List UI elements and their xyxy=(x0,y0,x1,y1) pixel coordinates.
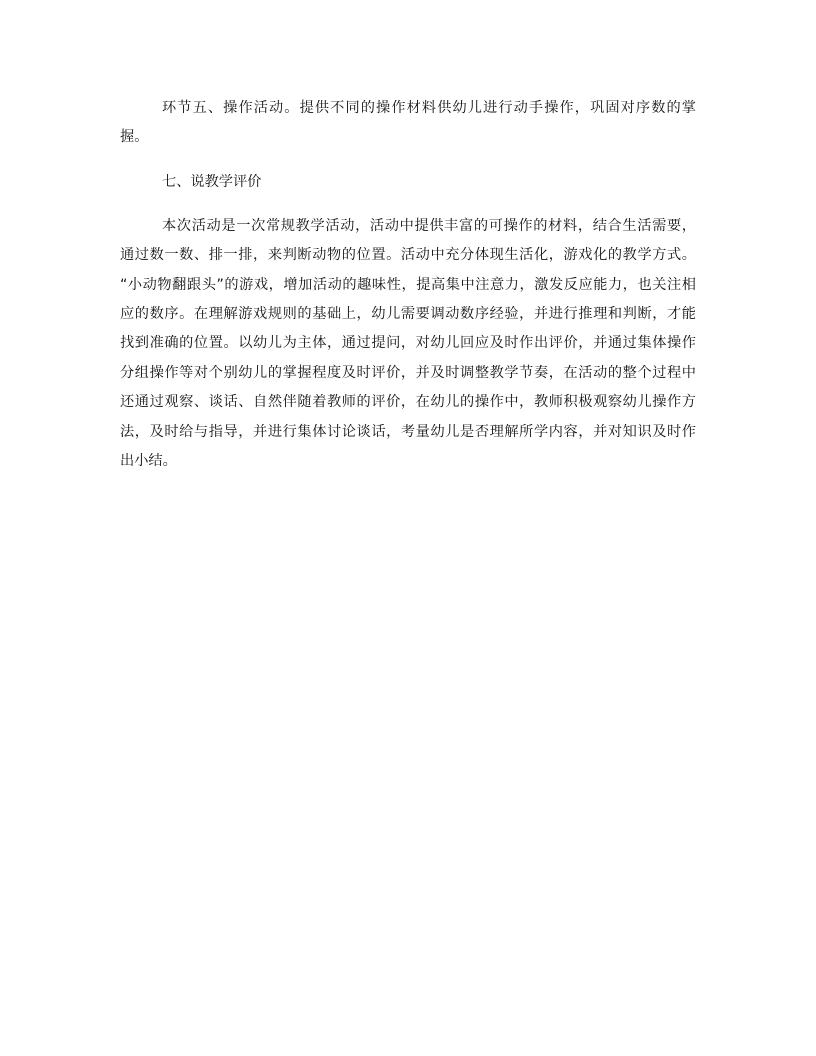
paragraph-line: 法，及时给与指导，并进行集体讨论谈话，考量幼儿是否理解所学内容，并对知识及时作 xyxy=(120,423,696,440)
paragraph-line: 找到准确的位置。以幼儿为主体，通过提问，对幼儿回应及时作出评价，并通过集体操作 xyxy=(120,335,696,352)
paragraph-evaluation xyxy=(120,212,696,477)
document-body xyxy=(120,94,696,476)
section-heading-teaching-evaluation xyxy=(120,168,696,197)
paragraph-line: 应的数序。在理解游戏规则的基础上，幼儿需要调动数序经验，并进行推理和判断，才能 xyxy=(120,305,696,322)
paragraph-operation-activity xyxy=(120,94,696,153)
paragraph-line: 通过数一数、排一排，来判断动物的位置。活动中充分体现生活化，游戏化的教学方式。 xyxy=(120,247,696,264)
paragraph-spacer xyxy=(120,197,696,212)
paragraph-line: 出小结。 xyxy=(120,452,177,469)
paragraph-line: “小动物翻跟头”的游戏，增加活动的趣味性，提高集中注意力，激发反应能力，也关注相 xyxy=(120,276,696,293)
paragraph-line: 环节五、操作活动。提供不同的操作材料供幼儿进行动手操作，巩固对序数的掌 xyxy=(162,100,696,116)
heading-text: 七、说教学评价 xyxy=(162,173,262,190)
paragraph-line: 本次活动是一次常规教学活动，活动中提供丰富的可操作的材料，结合生活需要， xyxy=(162,217,696,234)
paragraph-line: 还通过观察、谈话、自然伴随着教师的评价，在幼儿的操作中，教师积极观察幼儿操作方 xyxy=(120,394,696,411)
paragraph-spacer xyxy=(120,153,696,168)
paragraph-line: 分组操作等对个别幼儿的掌握程度及时评价，并及时调整教学节奏，在活动的整个过程中 xyxy=(120,364,696,381)
paragraph-line: 握。 xyxy=(120,129,149,146)
